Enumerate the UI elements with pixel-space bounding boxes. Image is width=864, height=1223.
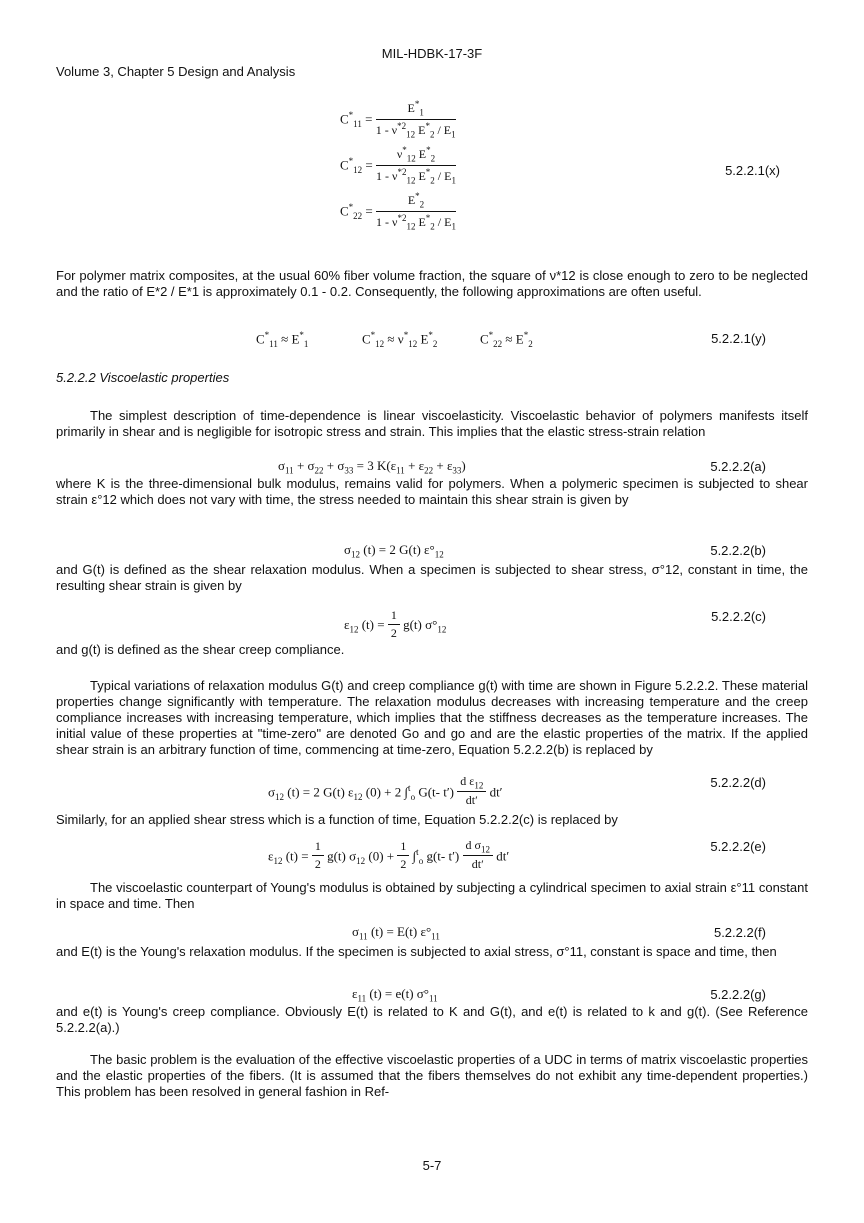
paragraph-young-creep: and e(t) is Young's creep compliance. Obviously E(t) is related to K and G(t), and e(t) is related to k and g(t). (See Reference 5.2.2.2(a).) <box>56 1004 808 1035</box>
document-id: MIL-HDBK-17-3F <box>381 46 483 61</box>
paragraph-youngs-modulus: The viscoelastic counterpart of Young's modulus is obtained by subjecting a cylindrical specimen to axial strain ε°11 constant in space and time. Then <box>56 880 808 911</box>
paragraph-basic-problem: The basic problem is the evaluation of the effective viscoelastic properties of a UDC in terms of matrix viscoelastic properties and the elastic properties of the fibers. (It is assumed that the fibers themselves do not exhibit any time-dependent properties.) This problem has been resolved in general fashion in Ref- <box>56 1052 808 1099</box>
chapter-subtitle: Volume 3, Chapter 5 Design and Analysis <box>56 64 296 79</box>
equation-row-c: $\varepsilon_{12}$ (t) = $\frac{1}{2}$ g(t) $\sigma^\circ_{12}$ 5.2.2.2(c) <box>344 608 766 640</box>
equation-row-b: $\sigma_{12}$ (t) = 2 G(t) $\varepsilon^\circ_{12}$ 5.2.2.2(b) <box>344 542 766 560</box>
equation-number-x: 5.2.2.1(x) <box>725 163 780 178</box>
equation-number-e: 5.2.2.2(e) <box>710 839 766 854</box>
equation-number-g: 5.2.2.2(g) <box>710 987 766 1002</box>
equation-number-d: 5.2.2.2(d) <box>710 775 766 790</box>
equation-row-d: $\sigma_{12}$ (t) = 2 G(t) $\varepsilon_{12}$ (0) + 2 ∫$^t_o$ G(t- t′) $\frac{d \varepsilon_{12}}{dt'}$ dt′ 5.2.2.2(d) <box>268 774 766 808</box>
paragraph-young-relaxation: and E(t) is the Young's relaxation modulus. If the specimen is subjected to axial stress, σ°11, constant is space and time, then <box>56 944 777 959</box>
paragraph-creep-compliance: and g(t) is defined as the shear creep compliance. <box>56 642 345 657</box>
equation-row-a: $\sigma_{11} + \sigma_{22} + \sigma_{33} = 3$ $K(\varepsilon_{11} + \varepsilon_{22} + \varepsilon_{33})$ 5.2.2.2(a) <box>278 458 766 476</box>
equation-c12: $C^*_{12}$ = $\frac{\nu^*_{12} E^*_2}{1 - \nu^{*2}_{12} E^*_2 / E_1}$ <box>340 145 456 185</box>
equation-number-a: 5.2.2.2(a) <box>710 459 766 474</box>
equation-row-f: $\sigma_{11}$ (t) = E(t) $\varepsilon^\circ_{11}$ 5.2.2.2(f) <box>352 924 766 942</box>
equation-number-c: 5.2.2.2(c) <box>711 609 766 624</box>
paragraph-bulk-modulus: where K is the three-dimensional bulk modulus, remains valid for polymers. When a polymeric specimen is subjected to shear strain ε°12 which does not vary with time, the stress needed to maintain this shear strain is given by <box>56 476 808 507</box>
stiffness-equations <box>340 96 456 234</box>
paragraph-relaxation-modulus: and G(t) is defined as the shear relaxation modulus. When a specimen is subjected to shear stress, σ°12, constant in time, the resulting shear strain is given by <box>56 562 808 593</box>
paragraph-approximation-intro: For polymer matrix composites, at the usual 60% fiber volume fraction, the square of ν*12 is close enough to zero to be neglected and the ratio of E*2 / E*1 is approximately 0.1 - 0.2. Consequently, the following approximations are often useful. <box>56 268 808 299</box>
page-number: 5-7 <box>422 1158 442 1173</box>
paragraph-applied-stress: Similarly, for an applied shear stress which is a function of time, Equation 5.2.2.2(c) is replaced by <box>56 812 618 827</box>
paragraph-typical-variations: Typical variations of relaxation modulus G(t) and creep compliance g(t) with time are shown in Figure 5.2.2.2. These material properties change significantly with temperature. The relaxation modulus decreases with increasing temperature and the creep compliance increases with increasing temperature, which implies that the stiffness decreases as the temperature increases. The initial value of these properties at "time-zero" are denoted Go and go and are the elastic properties of the matrix. If the applied shear strain is an arbitrary function of time, commencing at time-zero, Equation 5.2.2.2(b) is replaced by <box>56 678 808 757</box>
equation-c11: $C^*_{11}$ = $\frac{E^*_1}{1 - \nu^{*2}_{12} E^*_2 / E_1}$ <box>340 99 456 139</box>
paragraph-viscoelastic-intro: The simplest description of time-dependence is linear viscoelasticity. Viscoelastic behavior of polymers manifests itself primarily in shear and is negligible for isotropic stress and strain. This implies that the elastic stress-strain relation <box>56 408 808 439</box>
equation-row-e: $\varepsilon_{12}$ (t) = $\frac{1}{2}$ g(t) $\sigma_{12}$ (0) + $\frac{1}{2}$ ∫$^t_o$ g(t- t′) $\frac{d \sigma_{12}}{dt'}$ dt′ 5.2.2.2(e) <box>268 838 766 872</box>
equation-row-y: $C^*_{11} \approx E^*_1$ $C^*_{12} \approx \nu^*_{12}$ $E^*_2$ $C^*_{22} \approx E^*_2$ 5.2.2.1(y) <box>256 330 766 349</box>
section-heading: 5.2.2.2 Viscoelastic properties <box>56 370 230 385</box>
equation-number-b: 5.2.2.2(b) <box>710 543 766 558</box>
equation-row-g: $\varepsilon_{11}$ (t) = e(t) $\sigma^\circ_{11}$ 5.2.2.2(g) <box>352 986 766 1004</box>
equation-c22: $C^*_{22}$ = $\frac{E^*_2}{1 - \nu^{*2}_{12} E^*_2 / E_1}$ <box>340 191 456 231</box>
equation-number-y: 5.2.2.1(y) <box>711 331 766 346</box>
equation-number-f: 5.2.2.2(f) <box>713 925 766 940</box>
